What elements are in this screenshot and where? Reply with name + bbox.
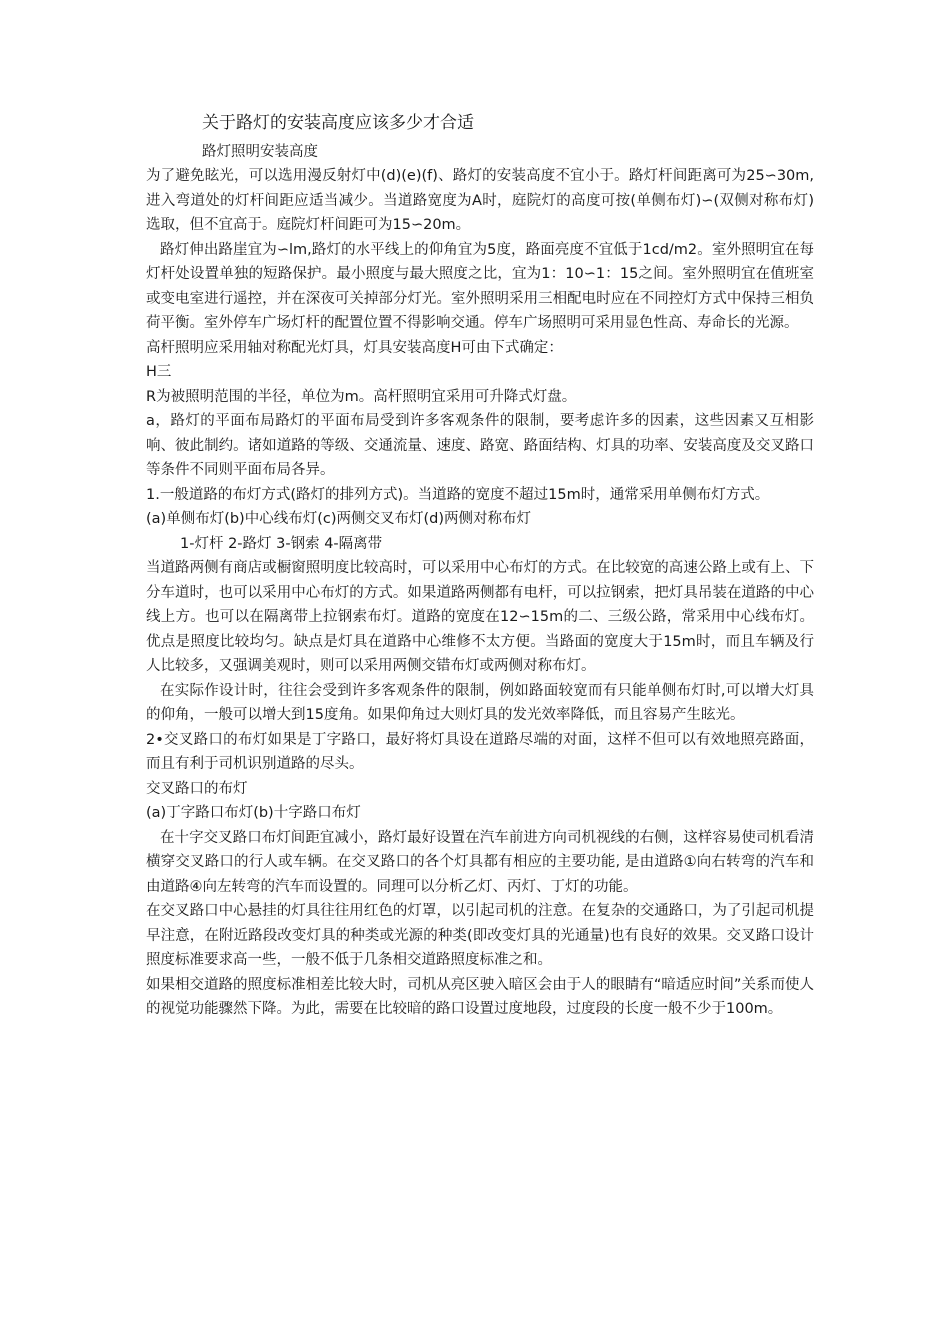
- paragraph-crossroad: 在十字交叉路口布灯间距宜减小，路灯最好设置在汽车前进方向司机视线的右侧，这样容易使司机看清横穿交叉路口的行人或车辆。在交叉路口的各个灯具都有相应的主要功能, 是由道路①向右转弯的汽车和由道路④向左转弯的汽车而设置的。同理可以分析乙灯、丙灯、丁灯的功能。: [146, 829, 814, 895]
- paragraph-design-practice: 在实际作设计时，往往会受到许多客观条件的限制，例如路面较宽而有只能单侧布灯时,可以增大灯具的仰角，一般可以增大到15度角。如果仰角过大则灯具的发光效率降低，而且容易产生眩光。: [146, 682, 814, 723]
- paragraph-high-mast: 高杆照明应采用轴对称配光灯具，灯具安装高度H可由下式确定：: [146, 339, 563, 356]
- document-subtitle: 路灯照明安装高度: [202, 144, 318, 160]
- paragraph-general-road: 1.一般道路的布灯方式(路灯的排列方式)。当道路的宽度不超过15m时，通常采用单侧布灯方式。: [146, 486, 770, 503]
- paragraph-intersection: 2•交叉路口的布灯如果是丁字路口，最好将灯具设在道路尽端的对面，这样不但可以有效地照亮路面，而且有利于司机识别道路的尽头。: [146, 731, 814, 772]
- paragraph-layout-intro: a，路灯的平面布局路灯的平面布局受到许多客观条件的限制，要考虑许多的因素，这些因素又互相影响、彼此制约。诸如道路的等级、交通流量、速度、路宽、路面结构、灯具的功率、安装高度及交叉路口等条件不同则平面布局各异。: [146, 413, 814, 478]
- figure-caption-intersection: (a)丁字路口布灯(b)十字路口布灯: [146, 805, 361, 821]
- figure-legend: 1-灯杆 2-路灯 3-钢索 4-隔离带: [180, 535, 383, 552]
- formula-line: H三: [146, 364, 172, 380]
- document-title: 关于路灯的安装高度应该多少才合适: [202, 113, 474, 133]
- paragraph-radius: R为被照明范围的半径，单位为m。高杆照明宜采用可升降式灯盘。: [146, 388, 577, 405]
- paragraph-red-lamp: 在交叉路口中心悬挂的灯具往往用红色的灯罩，以引起司机的注意。在复杂的交通路口，为了引起司机提早注意，在附近路段改变灯具的种类或光源的种类(即改变灯具的光通量)也有良好的效果。交叉路口设计照度标准要求高一些，一般不低于几条相交道路照度标准之和。: [146, 903, 814, 968]
- paragraph-transition: 如果相交道路的照度标准相差比较大时，司机从亮区驶入暗区会由于人的眼睛有“暗适应时间”关系而使人的视觉功能骤然下降。为此，需要在比较暗的路口设置过度地段，过度段的长度一般不少于100m。: [146, 976, 814, 1017]
- document-page: [146, 110, 814, 1022]
- heading-intersection-layout: 交叉路口的布灯: [146, 780, 248, 797]
- paragraph-outdoor-lighting: 路灯伸出路崖宜为∽lm,路灯的水平线上的仰角宜为5度，路面亮度不宜低于1cd/m2。室外照明宜在每灯杆处设置单独的短路保护。最小照度与最大照度之比，宜为1：10∽1：15之间。室外照明宜在值班室或变电室进行遥控，并在深夜可关掉部分灯光。室外照明采用三相配电时应在不同控灯方式中保持三相负荷平衡。室外停车广场灯杆的配置位置不得影响交通。停车广场照明可采用显色性高、寿命长的光源。: [146, 241, 814, 331]
- paragraph-center-layout: 当道路两侧有商店或橱窗照明度比较高时，可以采用中心布灯的方式。在比较宽的高速公路上或有上、下分车道时，也可以采用中心布灯的方式。如果道路两侧都有电杆，可以拉钢索，把灯具吊装在道路的中心线上方。也可以在隔离带上拉钢索布灯。道路的宽度在12∽15m的二、三级公路，常采用中心线布灯。优点是照度比较均匀。缺点是灯具在道路中心维修不太方便。当路面的宽度大于15m时，而且车辆及行人比较多，又强调美观时，则可以采用两侧交错布灯或两侧对称布灯。: [146, 560, 814, 674]
- figure-caption-layouts: (a)单侧布灯(b)中心线布灯(c)两侧交叉布灯(d)两侧对称布灯: [146, 511, 532, 527]
- paragraph-glare-height: 为了避免眩光，可以选用漫反射灯中(d)(e)(f)、路灯的安装高度不宜小于。路灯杆间距离可为25∽30m,进入弯道处的灯杆间距应适当减少。当道路宽度为A时，庭院灯的高度可按(单侧布灯)∽(双侧对称布灯)选取，但不宜高于。庭院灯杆间距可为15∽20m。: [146, 168, 814, 233]
